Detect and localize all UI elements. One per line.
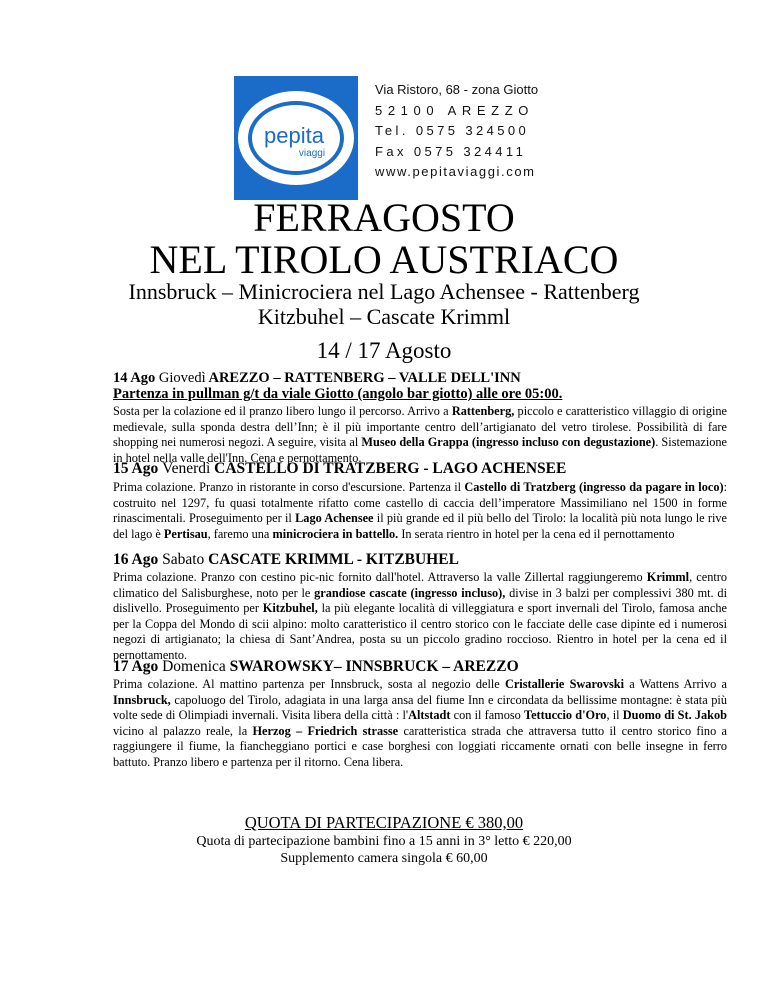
day-1-description: Sosta per la colazione ed il pranzo libero lungo il percorso. Arrivo a Rattenberg, piccolo e caratteristico villaggio di origine medievale, sulla sponda destra dell’Inn; è il più importante centro dell’artigianato del vetro tirolese. Possibilità di fare shopping nei numerosi negozi. A seguire, visita al Museo della Grappa (ingresso incluso con degustazione). Sistemazione in hotel nella valle dell'Inn. Cena e pernottamento.: [113, 404, 728, 465]
day-2-date: 15 Ago: [113, 460, 159, 477]
city: 52100 AREZZO: [375, 102, 534, 118]
website-link[interactable]: www.pepitaviaggi.com: [375, 164, 536, 179]
agency-contacts: [375, 80, 538, 183]
day-3-date: 16 Ago: [113, 551, 159, 568]
day-3-description: Prima colazione. Pranzo con cestino pic-nic fornito dall'hotel. Attraverso la valle Zillertal raggiungeremo Krimml, centro climatico del Salisburghese, noto per le grandiose cascate (ingresso incluso), divise in 3 balzi per complessivi 380 mt. di dislivello. Proseguimento per Kitzbuhel, la più elegante località di villeggiatura e sport invernali del Tirolo, famosa anche per la Coppa del Mondo di scii alpino: molto caratteristico il centro storico con le facciate delle case dipinte ed i numerosi negozi di artigianato; la chiesa di Sant’Andrea, posta su un piccolo gradino roccioso. Rientro in hotel per la cena ed il pernottamento.: [113, 570, 728, 662]
phone: Tel. 0575 324500: [375, 123, 530, 138]
address: Via Ristoro, 68 - zona Giotto: [375, 82, 539, 97]
day-1-title: AREZZO – RATTENBERG – VALLE DELL'INN: [208, 370, 521, 386]
day-2-description: Prima colazione. Pranzo in ristorante in corso d'escursione. Partenza il Castello di Tratzberg (ingresso da pagare in loco): costruito nel 1297, fu quasi totalmente rifatto come castello di caccia dell’imperatore Massimiliano nel 1500 in forme rinascimentali. Proseguimento per il Lago Achensee il più grande ed il più bello del Tirolo: la località più nota lungo le rive del lago è Pertisau, faremo una minicrociera in battello. In serata rientro in hotel per la cena ed il pernottamento: [113, 480, 728, 541]
price-quota: QUOTA DI PARTECIPAZIONE € 380,00: [244, 813, 524, 832]
logo-brand-text: pepita: [264, 123, 324, 148]
day-1-departure: Partenza in pullman g/t da viale Giotto (angolo bar giotto) alle ore 05:00.: [113, 386, 563, 402]
title-line-1: FERRAGOSTO: [253, 195, 515, 240]
day-4-heading: [113, 658, 728, 676]
day-4-description: Prima colazione. Al mattino partenza per Innsbruck, sosta al negozio delle Cristallerie Swarovski a Wattens Arrivo a Innsbruck, capoluogo del Tirolo, adagiata in una larga ansa del fiume Inn e circondata da bellissime montagne: è stata più volte sede di Olimpiadi invernali. Visita libera della città : l'Altstadt con il famoso Tettuccio d'Oro, il Duomo di St. Jakob vicino al palazzo reale, la Herzog – Friedrich strasse caratteristica strada che attraversa tutto il centro storico fino a raggiungere il fiume, la fiancheggiano portici e case borghesi con loggiati riccamente ornati con belle insegne in ferro battuto. Pranzo libero e partenza per il ritorno. Cena libera.: [113, 677, 727, 769]
day-2-heading: [113, 460, 728, 478]
day-4-title: SWAROWSKY– INNSBRUCK – AREZZO: [229, 658, 519, 675]
subtitle-line-1: Innsbruck – Minicrociera nel Lago Achensee - Rattenberg: [128, 279, 640, 304]
subtitle-line-2: Kitzbuhel – Cascate Krimml: [257, 304, 511, 329]
day-2-title: CASTELLO DI TRATZBERG - LAGO ACHENSEE: [214, 460, 567, 477]
day-4-weekday: Domenica: [162, 658, 226, 675]
day-3-title: CASCATE KRIMML - KITZBUHEL: [208, 551, 459, 568]
day-1-heading: [113, 370, 728, 387]
day-2-weekday: Venerdì: [162, 460, 211, 477]
day-3-heading: [113, 551, 728, 569]
price-single-supplement: Supplemento camera singola € 60,00: [280, 851, 488, 866]
price-children: Quota di partecipazione bambini fino a 15 anni in 3° letto € 220,00: [196, 834, 572, 849]
day-1-date: 14 Ago: [113, 370, 156, 386]
day-4-date: 17 Ago: [113, 658, 159, 675]
logo-sub-text: viaggi: [298, 148, 326, 159]
fax: Fax 0575 324411: [375, 143, 527, 159]
day-3-weekday: Sabato: [162, 551, 205, 568]
trip-dates: 14 / 17 Agosto: [316, 338, 452, 363]
pepita-logo: [234, 76, 358, 200]
day-1-weekday: Giovedì: [158, 370, 206, 386]
title-line-2: NEL TIROLO AUSTRIACO: [149, 237, 619, 282]
